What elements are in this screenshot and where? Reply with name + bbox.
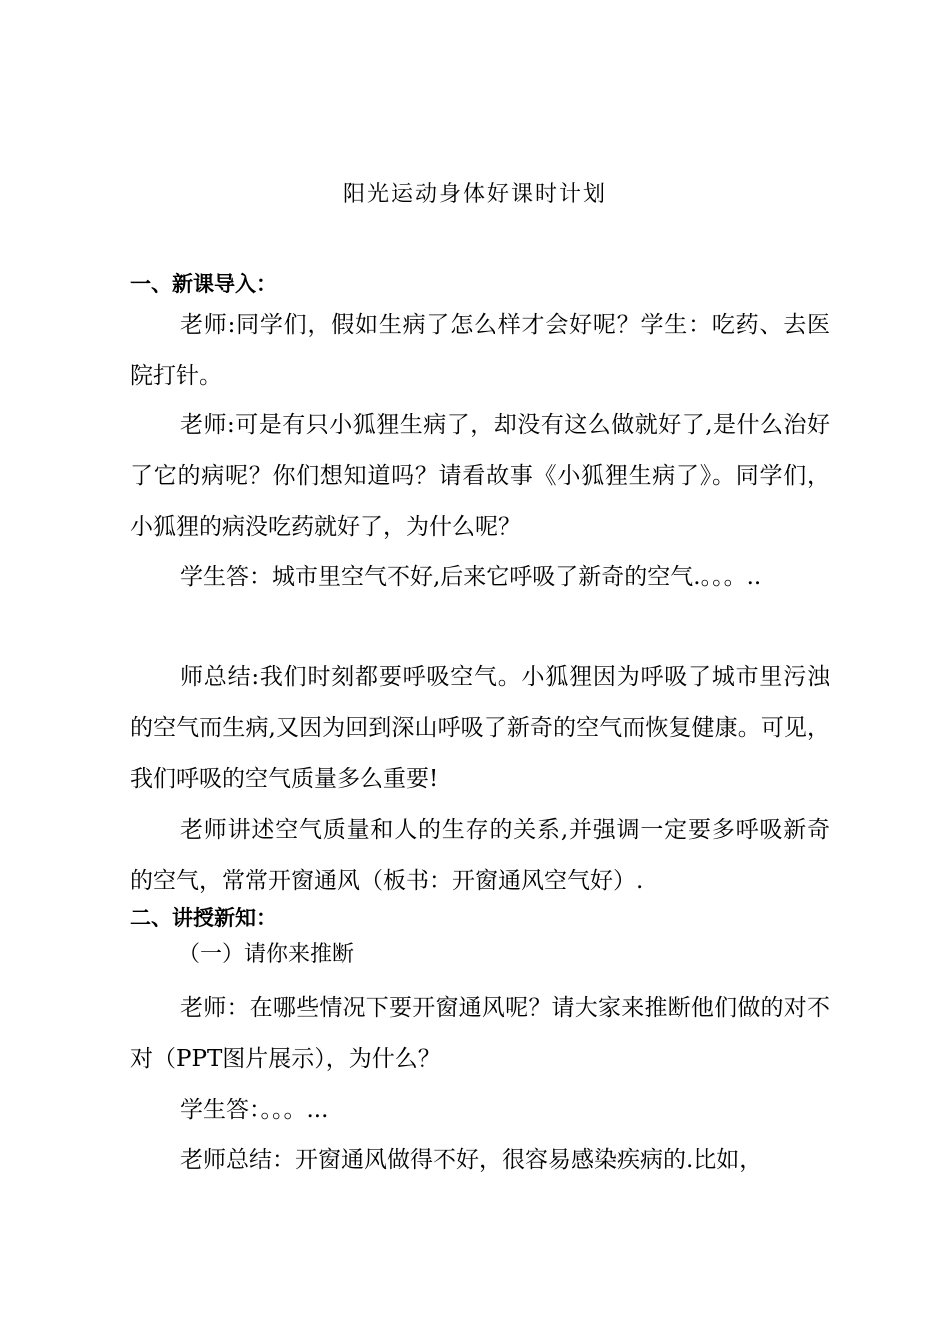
paragraph: 老师讲述空气质量和人的生存的关系,并强调一定要多呼吸新奇的空气，常常开窗通风（板书：开窗通风空气好）.	[130, 817, 830, 894]
paragraph: 老师总结：开窗通风做得不好，很容易感染疾病的.比如，	[180, 1147, 763, 1173]
paragraph: 老师:可是有只小狐狸生病了，却没有这么做就好了,是什么治好了它的病呢？你们想知道吗？请看故事《小狐狸生病了》。同学们，小狐狸的病没吃药就好了，为什么呢？	[130, 412, 830, 540]
paragraph: 学生答：。。。...	[180, 1097, 329, 1123]
document-title: 阳光运动身体好课时计划	[342, 182, 607, 207]
paragraph: 老师：在哪些情况下要开窗通风呢？请大家来推断他们做的对不对（PPT图片展示），为什么？	[130, 995, 830, 1072]
section-heading-new-knowledge: 二、讲授新知：	[130, 906, 277, 930]
paragraph: 老师:同学们，假如生病了怎么样才会好呢？学生：吃药、去医院打针。	[130, 312, 830, 389]
section-heading-intro: 一、新课导入：	[130, 272, 277, 296]
subsection-heading: （一）请你来推断	[178, 942, 355, 967]
paragraph: 学生答：城市里空气不好,后来它呼吸了新奇的空气.。。。..	[180, 564, 762, 590]
paragraph: 师总结:我们时刻都要呼吸空气。小狐狸因为呼吸了城市里污浊的空气而生病,又因为回到深山呼吸了新奇的空气而恢复健康。可见，我们呼吸的空气质量多么重要!	[130, 664, 830, 792]
